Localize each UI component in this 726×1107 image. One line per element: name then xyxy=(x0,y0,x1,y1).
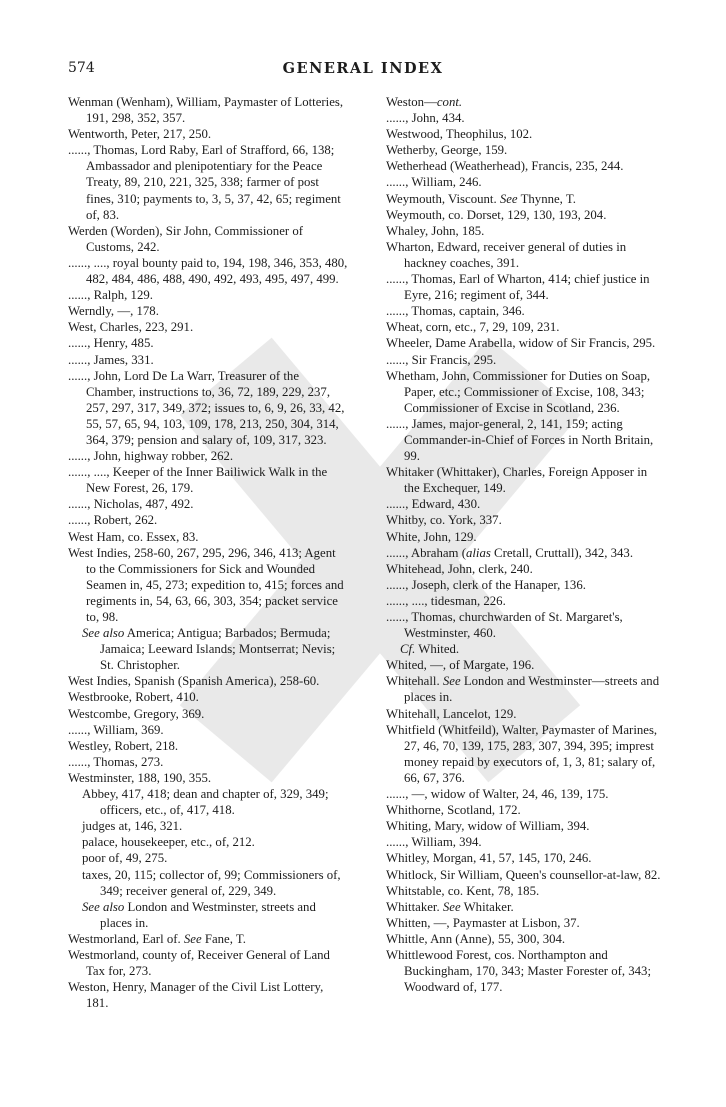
index-entry: West Indies, Spanish (Spanish America), 258-60. xyxy=(68,674,320,689)
index-entry: ......, William, 369. xyxy=(68,722,164,737)
page-title: GENERAL INDEX xyxy=(282,60,444,77)
index-entry: Whitley, Morgan, 41, 57, 145, 170, 246. xyxy=(386,851,592,866)
index-entry: ......, Thomas, Earl of Wharton, 414; chief justice in Eyre, 216; regiment of, 344. xyxy=(386,272,650,303)
index-entry: ......, James, 331. xyxy=(68,352,154,367)
index-entry: ......, Thomas, Lord Raby, Earl of Strafford, 66, 138; Ambassador and plenipotentiary for the Peace Treaty, 89, 210, 221, 325, 338; farmer of post fines, 310; payments to, 3, 5, 37, 42, 65; regiment of, 83. xyxy=(68,143,341,222)
index-entry: Wharton, Edward, receiver general of duties in hackney coaches, 391. xyxy=(386,239,627,270)
index-entry: Whittlewood Forest, cos. Northampton and Buckingham, 170, 343; Master Forester of, 343; Woodward of, 177. xyxy=(386,947,652,995)
index-entry: ......, John, Lord De La Warr, Treasurer of the Chamber, instructions to, 36, 72, 189, 229, 237, 257, 297, 317, 349, 372; issues to, 6, 9, 26, 33, 42, 55, 57, 65, 94, 103, 109, 178, 213, 250, 304, 314, 364, 379; pension and salary of, 109, 317, 323. xyxy=(68,368,345,447)
page-number: 574 xyxy=(68,60,95,76)
index-entry: See also America; Antigua; Barbados; Bermuda; Jamaica; Leeward Islands; Montserrat; Nevis; St. Christopher. xyxy=(82,626,336,673)
index-entry: Weymouth, Viscount. See Thynne, T. xyxy=(386,191,576,206)
index-entry: Weymouth, co. Dorset, 129, 130, 193, 204. xyxy=(386,207,607,222)
index-entry: Wetherhead (Weatherhead), Francis, 235, 244. xyxy=(386,159,624,174)
index-entry: Westcombe, Gregory, 369. xyxy=(68,706,205,721)
index-entry: ......, Robert, 262. xyxy=(68,513,158,528)
index-entry: ......, —, widow of Walter, 24, 46, 139, 175. xyxy=(386,787,609,802)
index-entry: Wheat, corn, etc., 7, 29, 109, 231. xyxy=(386,320,560,335)
index-entry: Westwood, Theophilus, 102. xyxy=(386,127,533,142)
index-entry: Whitten, —, Paymaster at Lisbon, 37. xyxy=(386,915,580,930)
index-entry: ......, Sir Francis, 295. xyxy=(386,352,497,367)
index-entry: Whetham, John, Commissioner for Duties on Soap, Paper, etc.; Commissioner of Excise, 108, 343; Commissioner of Excise in Scotland, 236. xyxy=(386,368,651,415)
index-entry: ......, John, 434. xyxy=(386,111,465,126)
index-entry: judges at, 146, 321. xyxy=(82,819,183,834)
index-entry: Whiting, Mary, widow of William, 394. xyxy=(386,819,590,834)
index-entry: Whaley, John, 185. xyxy=(386,223,485,238)
index-entry: Whitehall, Lancelot, 129. xyxy=(386,706,517,721)
index-entry: Whittle, Ann (Anne), 55, 300, 304. xyxy=(386,931,566,946)
index-entry: Weston, Henry, Manager of the Civil List Lottery, 181. xyxy=(68,980,324,1011)
index-column-right xyxy=(386,94,662,995)
index-entry: palace, housekeeper, etc., of, 212. xyxy=(82,835,255,850)
index-entry: Wenman (Wenham), William, Paymaster of Lotteries, 191, 298, 352, 357. xyxy=(68,95,344,126)
index-entry: ......, Joseph, clerk of the Hanaper, 136. xyxy=(386,577,586,592)
index-entry: ......, ...., royal bounty paid to, 194, 198, 346, 353, 480, 482, 484, 486, 488, 490, 492, 493, 495, 497, 499. xyxy=(68,255,348,287)
index-entry: Whitstable, co. Kent, 78, 185. xyxy=(386,883,540,898)
index-entry: ......, Thomas, churchwarden of St. Margaret's, Westminster, 460. xyxy=(386,610,623,641)
index-entry: ......, Ralph, 129. xyxy=(68,288,153,303)
index-entry: Wentworth, Peter, 217, 250. xyxy=(68,127,212,142)
index-entry: ......, John, highway robber, 262. xyxy=(68,449,234,464)
index-entry: Whithorne, Scotland, 172. xyxy=(386,803,521,818)
index-entry: ......, Thomas, 273. xyxy=(68,754,164,769)
index-entry: ......, ...., tidesman, 226. xyxy=(386,593,506,608)
index-entry: West Ham, co. Essex, 83. xyxy=(68,529,199,544)
index-entry: Cf. Whited. xyxy=(400,642,460,657)
index-entry: Whitehall. See London and Westminster—streets and places in. xyxy=(386,674,660,705)
index-entry: Whitfield (Whitfeild), Walter, Paymaster of Marines, 27, 46, 70, 139, 175, 283, 307, 394, 395; imprest money repaid by executors of, 1, 3, 81; salary of, 66, 67, 376. xyxy=(386,722,658,785)
index-entry: ......, Thomas, captain, 346. xyxy=(386,304,525,319)
index-entry: ......, William, 246. xyxy=(386,175,482,190)
index-entry: Westbrooke, Robert, 410. xyxy=(68,690,199,705)
index-entry: ......, Edward, 430. xyxy=(386,497,481,512)
index-entry: Werndly, —, 178. xyxy=(68,304,159,319)
index-entry: See also London and Westminster, streets and places in. xyxy=(82,899,316,930)
index-entry: Whited, —, of Margate, 196. xyxy=(386,658,535,673)
index-entry: taxes, 20, 115; collector of, 99; Commissioners of, 349; receiver general of, 229, 349. xyxy=(82,867,341,898)
index-entry: ......, ...., Keeper of the Inner Bailiwick Walk in the New Forest, 26, 179. xyxy=(68,465,328,496)
index-entry: ......, William, 394. xyxy=(386,835,482,850)
index-entry: Wheeler, Dame Arabella, widow of Sir Francis, 295. xyxy=(386,336,656,351)
index-entry: Westley, Robert, 218. xyxy=(68,738,179,753)
index-entry: Weston—cont. xyxy=(386,95,463,109)
index-column-left xyxy=(68,94,348,1011)
index-entry: Westmorland, Earl of. See Fane, T. xyxy=(68,931,246,946)
index-entry: Werden (Worden), Sir John, Commissioner of Customs, 242. xyxy=(68,223,303,254)
index-entry: ......, Henry, 485. xyxy=(68,336,154,351)
index-entry: Westminster, 188, 190, 355. xyxy=(68,770,212,785)
index-entry: poor of, 49, 275. xyxy=(82,851,168,866)
index-entry: ......, Nicholas, 487, 492. xyxy=(68,497,194,512)
index-entry: Whitby, co. York, 337. xyxy=(386,513,502,528)
index-entry: Abbey, 417, 418; dean and chapter of, 329, 349; officers, etc., of, 417, 418. xyxy=(82,787,329,818)
index-entry: ......, James, major-general, 2, 141, 159; acting Commander-in-Chief of Forces in North Britain, 99. xyxy=(386,416,654,464)
index-entry: Wetherby, George, 159. xyxy=(386,143,508,158)
index-entry: Whitlock, Sir William, Queen's counsellor-at-law, 82. xyxy=(386,867,661,882)
index-entry: Whitaker (Whittaker), Charles, Foreign Apposer in the Exchequer, 149. xyxy=(386,465,648,496)
index-entry: White, John, 129. xyxy=(386,529,477,544)
index-entry: ......, Abraham (alias Cretall, Cruttall), 342, 343. xyxy=(386,545,634,560)
index-entry: Whitehead, John, clerk, 240. xyxy=(386,561,533,576)
page-header xyxy=(68,60,658,80)
index-entry: West Indies, 258-60, 267, 295, 296, 346, 413; Agent to the Commissioners for Sick and Wounded Seamen in, 45, 273; expedition to, 415; forces and regiments in, 54, 63, 66, 303, 354; packet service to, 98. xyxy=(68,545,344,624)
index-entry: Westmorland, county of, Receiver General of Land Tax for, 273. xyxy=(68,947,330,979)
index-entry: West, Charles, 223, 291. xyxy=(68,320,194,335)
index-entry: Whittaker. See Whitaker. xyxy=(386,899,514,914)
